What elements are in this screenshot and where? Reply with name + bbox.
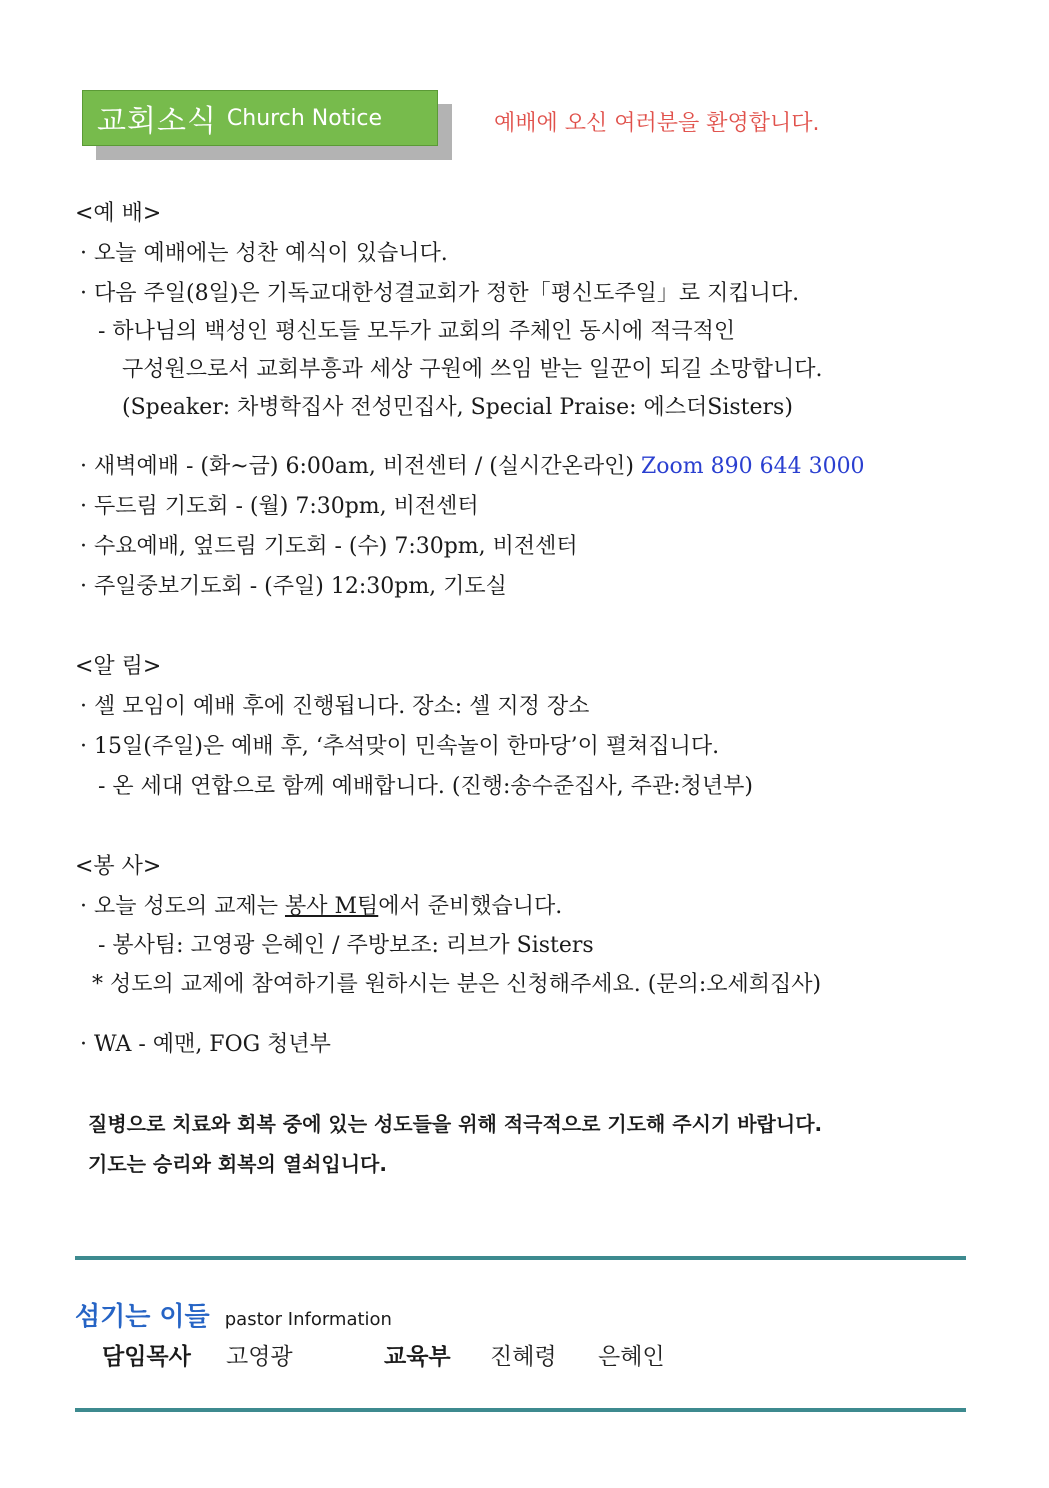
role-senior-pastor: 담임목사 bbox=[102, 1344, 191, 1370]
service-line-team: - 봉사팀: 고영광 은혜인 / 주방보조: 리브가 Sisters bbox=[98, 933, 594, 958]
dawn-service-text: · 새벽예배 - (화~금) 6:00am, 비전센터 / (실시간온라인) bbox=[80, 454, 634, 479]
worship-line-communion: · 오늘 예배에는 성찬 예식이 있습니다. bbox=[80, 241, 448, 266]
notice-line-cell: · 셀 모임이 예배 후에 진행됩니다. 장소: 셀 지정 장소 bbox=[80, 694, 590, 719]
worship-line-intercession: · 주일중보기도회 - (주일) 12:30pm, 기도실 bbox=[80, 574, 507, 599]
worship-line-wednesday: · 수요예배, 엎드림 기도회 - (수) 7:30pm, 비전센터 bbox=[80, 534, 578, 559]
zoom-link[interactable]: Zoom 890 644 3000 bbox=[640, 454, 865, 479]
divider-top bbox=[75, 1256, 966, 1260]
staff-name-education-1: 진혜령 bbox=[490, 1344, 557, 1370]
worship-line-dudream: · 두드림 기도회 - (월) 7:30pm, 비전센터 bbox=[80, 494, 479, 519]
worship-heading: <예 배> bbox=[75, 201, 162, 226]
staff-name-education-2: 은혜인 bbox=[598, 1344, 665, 1370]
fellowship-text-pre: · 오늘 성도의 교제는 bbox=[80, 894, 285, 919]
notice-heading: <알 림> bbox=[75, 654, 162, 679]
notice-line-chuseok: · 15일(주일)은 예배 후, ‘추석맞이 민속놀이 한마당’이 펼쳐집니다. bbox=[80, 734, 720, 759]
service-line-apply: * 성도의 교제에 참여하기를 원하시는 분은 신청해주세요. (문의:오세희집사) bbox=[92, 972, 822, 997]
service-line-wa: · WA - 예맨, FOG 청년부 bbox=[80, 1032, 331, 1057]
notice-line-joint-worship: - 온 세대 연합으로 함께 예배합니다. (진행:송수준집사, 주관:청년부) bbox=[98, 774, 753, 799]
header-title-ko: 교회소식 bbox=[97, 104, 217, 139]
fellowship-text-post: 에서 준비했습니다. bbox=[378, 894, 563, 919]
role-education: 교육부 bbox=[384, 1344, 451, 1370]
prayer-request-line-2: 기도는 승리와 회복의 열쇠입니다. bbox=[88, 1152, 387, 1176]
worship-line-laity-desc-1: - 하나님의 백성인 평신도들 모두가 교회의 주체인 동시에 적극적인 bbox=[98, 319, 736, 344]
worship-line-speaker: (Speaker: 차병학집사 전성민집사, Special Praise: 에스더Sisters) bbox=[122, 395, 793, 420]
service-team-name: 봉사 M팀 bbox=[284, 894, 379, 919]
staff-role-senior-pastor bbox=[102, 1340, 191, 1374]
staff-title-en: pastor Information bbox=[224, 1309, 392, 1330]
staff-name-senior-pastor: 고영광 bbox=[226, 1344, 293, 1370]
staff-title-ko: 섬기는 이들 bbox=[75, 1302, 210, 1332]
prayer-request-line-1: 질병으로 치료와 회복 중에 있는 성도들을 위해 적극적으로 기도해 주시기 바랍니다. bbox=[88, 1112, 823, 1136]
worship-line-dawn bbox=[80, 453, 865, 481]
service-line-fellowship bbox=[80, 893, 562, 921]
service-heading: <봉 사> bbox=[75, 854, 162, 879]
worship-line-laity-desc-2: 구성원으로서 교회부흥과 세상 구원에 쓰임 받는 일꾼이 되길 소망합니다. bbox=[122, 357, 823, 382]
church-notice-header bbox=[82, 90, 438, 146]
staff-role-education bbox=[384, 1340, 451, 1374]
welcome-message: 예배에 오신 여러분을 환영합니다. bbox=[494, 111, 820, 136]
staff-title bbox=[75, 1296, 392, 1333]
divider-bottom bbox=[75, 1408, 966, 1412]
worship-line-laity-sunday: · 다음 주일(8일)은 기독교대한성결교회가 정한「평신도주일」로 지킵니다. bbox=[80, 281, 800, 306]
header-title-en: Church Notice bbox=[226, 105, 383, 131]
